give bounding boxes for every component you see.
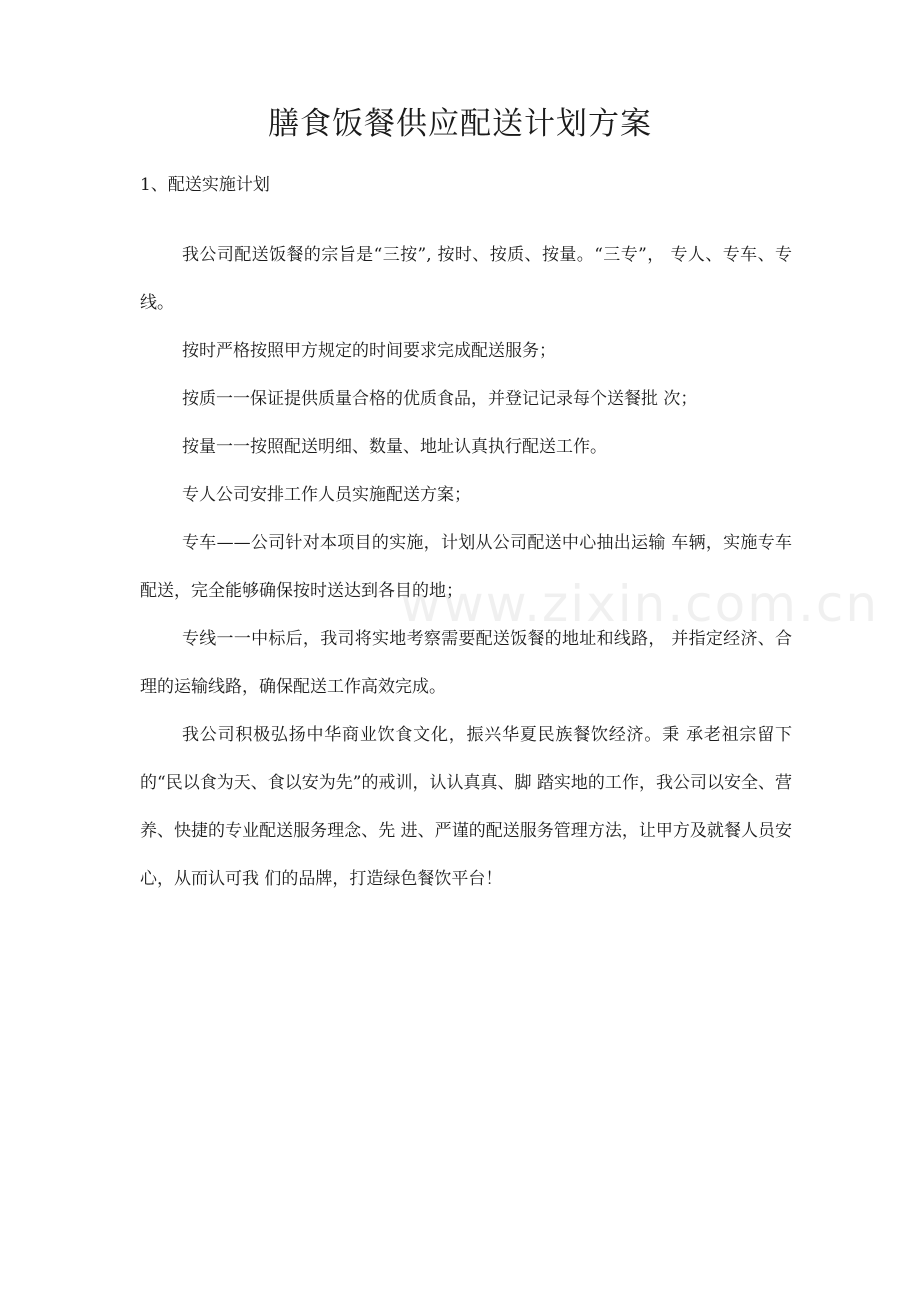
section-heading: 1、配送实施计划 (140, 175, 270, 195)
paragraph-company-mission: 我公司积极弘扬中华商业饮食文化，振兴华夏民族餐饮经济。秉 承老祖宗留下的“民以食为天、食以安为先”的戒训，认认真真、脚 踏实地的工作，我公司以安全、营养、快捷的专业配送服务理念、先 进、严谨的配送服务管理方法，让甲方及就餐人员安心，从而认可我 们的品牌，打造绿色餐饮平台！ (140, 725, 792, 889)
paragraph-dedicated-route: 专线一一中标后，我司将实地考察需要配送饭餐的地址和线路， 并指定经济、合理的运输线路，确保配送工作高效完成。 (140, 629, 792, 697)
paragraph-on-time: 按时严格按照甲方规定的时间要求完成配送服务； (182, 341, 556, 361)
paragraph-purpose: 我公司配送饭餐的宗旨是“三按”, 按时、按质、按量。“三专”， 专人、专车、专线。 (140, 245, 792, 313)
watermark: www.zixin.com.cn (400, 575, 880, 633)
paragraph-dedicated-vehicle: 专车——公司针对本项目的实施，计划从公司配送中心抽出运输 车辆，实施专车配送，完全能够确保按时送达到各目的地； (140, 533, 792, 601)
paragraph-dedicated-staff: 专人公司安排工作人员实施配送方案； (182, 485, 471, 505)
paragraph-quantity: 按量一一按照配送明细、数量、地址认真执行配送工作。 (182, 437, 607, 457)
document-title: 膳食饭餐供应配送计划方案 (268, 106, 652, 142)
paragraph-quality: 按质一一保证提供质量合格的优质食品，并登记记录每个送餐批 次； (182, 389, 698, 409)
document-body (140, 231, 792, 903)
